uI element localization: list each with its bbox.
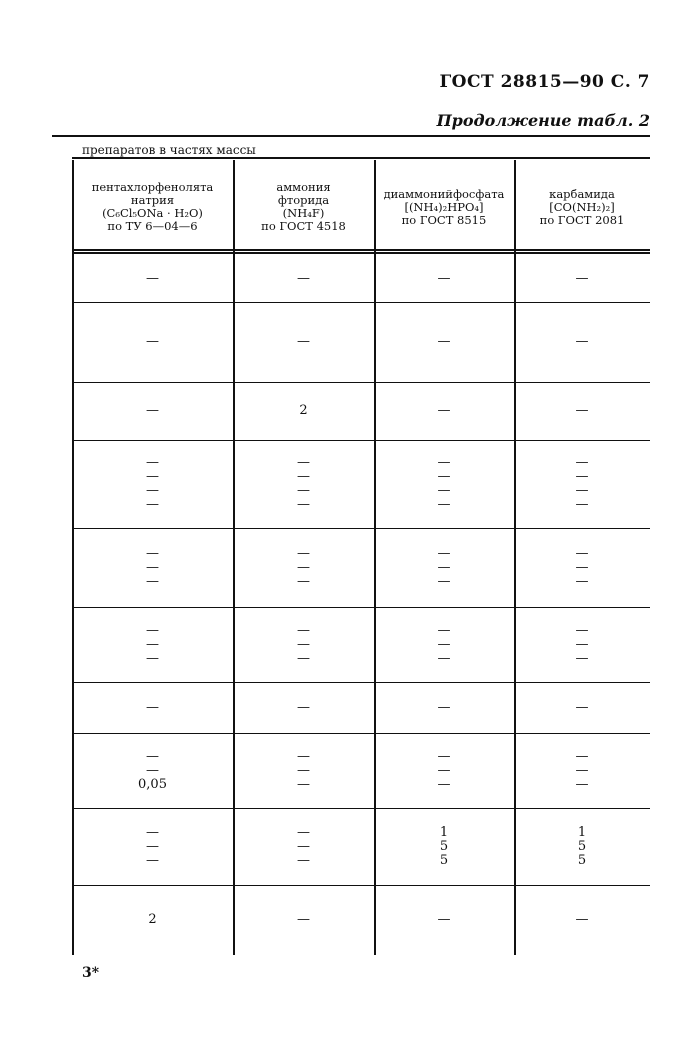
cell-value: — [146,403,159,418]
table-cell [72,382,233,440]
column-header [374,166,514,248]
cell-value: — [297,334,310,349]
cell-value: — [297,838,310,854]
cell-value: — [297,776,310,792]
cell-value: 5 [439,852,449,868]
table-cell [72,607,233,682]
header-bottom-rule [72,252,650,254]
table-cell [374,733,514,808]
column-header-line: фторида [277,193,330,207]
cell-value: — [575,455,589,470]
table-cell [374,528,514,607]
cell-value: — [297,650,310,666]
cell-value: — [146,483,159,498]
cell-value: — [437,497,451,512]
cell-value: — [437,622,451,638]
cell-value: — [146,573,159,589]
cell-value: — [297,762,310,778]
table-cell [72,255,233,302]
cell-value: — [575,650,589,666]
cell-value: — [146,270,159,286]
cell-value: 5 [577,838,587,854]
cell-value: — [575,699,589,715]
cell-value: — [437,912,451,927]
table-cell [514,440,650,528]
table-cell [374,607,514,682]
cell-value: — [437,776,451,792]
cell-value: — [297,469,310,484]
table-cell [72,885,233,955]
table-cell [233,808,374,885]
table-cell [233,528,374,607]
cell-value: — [146,838,159,854]
cell-value: — [297,824,310,840]
table-cell [72,733,233,808]
cell-value: — [297,559,310,575]
cell-value: — [575,483,589,498]
cell-value: — [297,852,310,868]
cell-value: — [146,455,159,470]
column-header-line: по ГОСТ 8515 [401,212,487,227]
table-cell [72,440,233,528]
cell-value: — [437,483,451,498]
table-cell [233,440,374,528]
cell-value: — [146,545,159,561]
table-cell [233,607,374,682]
column-header-line: аммония [276,180,331,194]
cell-value: — [575,403,589,418]
cell-value: — [146,824,159,840]
cell-value: — [575,622,589,638]
cell-value: — [575,469,589,484]
cell-value: — [437,559,451,575]
table-cell [374,440,514,528]
column-header-line: по ТУ 6—04—6 [107,219,198,233]
column-header-line: натрия [130,193,175,207]
cell-value: — [146,334,159,349]
cell-value: — [146,748,159,764]
table-cell [72,528,233,607]
table-cell [72,682,233,733]
table-cell [514,607,650,682]
column-header-line: (NH₄F) [282,206,325,220]
table-cell [514,255,650,302]
column-header-line: по ГОСТ 2081 [539,212,625,227]
table-cell [514,528,650,607]
cell-value: — [146,699,159,715]
cell-value: — [437,573,451,589]
column-header-line: (C₆Cl₅ONa · H₂O) [102,206,203,220]
cell-value: — [297,699,310,715]
cell-value: 5 [577,852,587,868]
cell-value: — [437,334,451,349]
cell-value: — [575,748,589,764]
cell-value: — [575,559,589,575]
table-cell [233,382,374,440]
table-cell [72,808,233,885]
cell-value: — [437,699,451,715]
table-cell [374,682,514,733]
cell-value: — [297,455,310,470]
table-cell [72,302,233,382]
table-cell [374,255,514,302]
column-header-line: пентахлорфенолята [91,180,214,194]
table-cell [233,885,374,955]
subtitle-rule [72,157,650,159]
cell-value: — [437,748,451,764]
column-header-line: карбамида [549,186,615,201]
table-cell [233,255,374,302]
cell-value: 5 [439,838,449,854]
cell-value: — [437,545,451,561]
table-cell [514,885,650,955]
cell-value: — [437,636,451,652]
column-header [233,166,374,248]
cell-value: — [437,270,451,286]
table-cell [514,682,650,733]
cell-value: — [146,622,159,638]
cell-value: — [146,497,159,512]
cell-value: — [146,469,159,484]
cell-value: — [437,469,451,484]
cell-value: — [437,650,451,666]
cell-value: — [575,573,589,589]
cell-value: — [575,497,589,512]
table-cell [233,682,374,733]
table-continuation-label: Продолжение табл. 2 [436,111,650,130]
cell-value: 2 [299,403,308,418]
cell-value: — [297,545,310,561]
cell-value: — [297,912,310,927]
column-header-line: по ГОСТ 4518 [261,219,346,233]
table-cell [374,382,514,440]
cell-value: 0,05 [138,776,167,792]
cell-value: — [297,270,310,286]
table-subtitle: препаратов в частях массы [82,143,256,157]
table-cell [514,733,650,808]
table-top-rule [52,135,650,137]
column-header-line: диаммонийфосфата [383,186,505,201]
page-mark: 3* [82,965,100,981]
table-cell [233,302,374,382]
cell-value: — [146,636,159,652]
cell-value: — [146,852,159,868]
column-header-line: [(NH₄)₂HPO₄] [404,199,484,214]
cell-value: — [437,762,451,778]
table-cell [514,302,650,382]
cell-value: — [297,497,310,512]
cell-value: — [575,270,589,286]
cell-value: — [575,762,589,778]
cell-value: — [437,403,451,418]
cell-value: — [297,622,310,638]
column-header [72,166,233,248]
table-cell [374,808,514,885]
table-cell [514,808,650,885]
cell-value: — [297,748,310,764]
cell-value: — [146,762,159,778]
cell-value: — [575,912,589,927]
table-cell [374,885,514,955]
cell-value: — [297,636,310,652]
cell-value: 1 [577,824,587,840]
cell-value: — [575,545,589,561]
cell-value: — [437,455,451,470]
cell-value: — [575,636,589,652]
column-header [514,166,650,248]
cell-value: — [146,650,159,666]
document-reference: ГОСТ 28815—90 С. 7 [439,72,650,92]
table-cell [233,733,374,808]
cell-value: — [146,559,159,575]
column-header-line: [CO(NH₂)₂] [549,199,615,214]
header-bottom-rule [72,249,650,251]
cell-value: — [297,483,310,498]
table-cell [374,302,514,382]
cell-value: — [575,776,589,792]
cell-value: — [575,334,589,349]
table-cell [514,382,650,440]
cell-value: — [297,573,310,589]
cell-value: 1 [439,824,449,840]
cell-value: 2 [148,912,157,927]
